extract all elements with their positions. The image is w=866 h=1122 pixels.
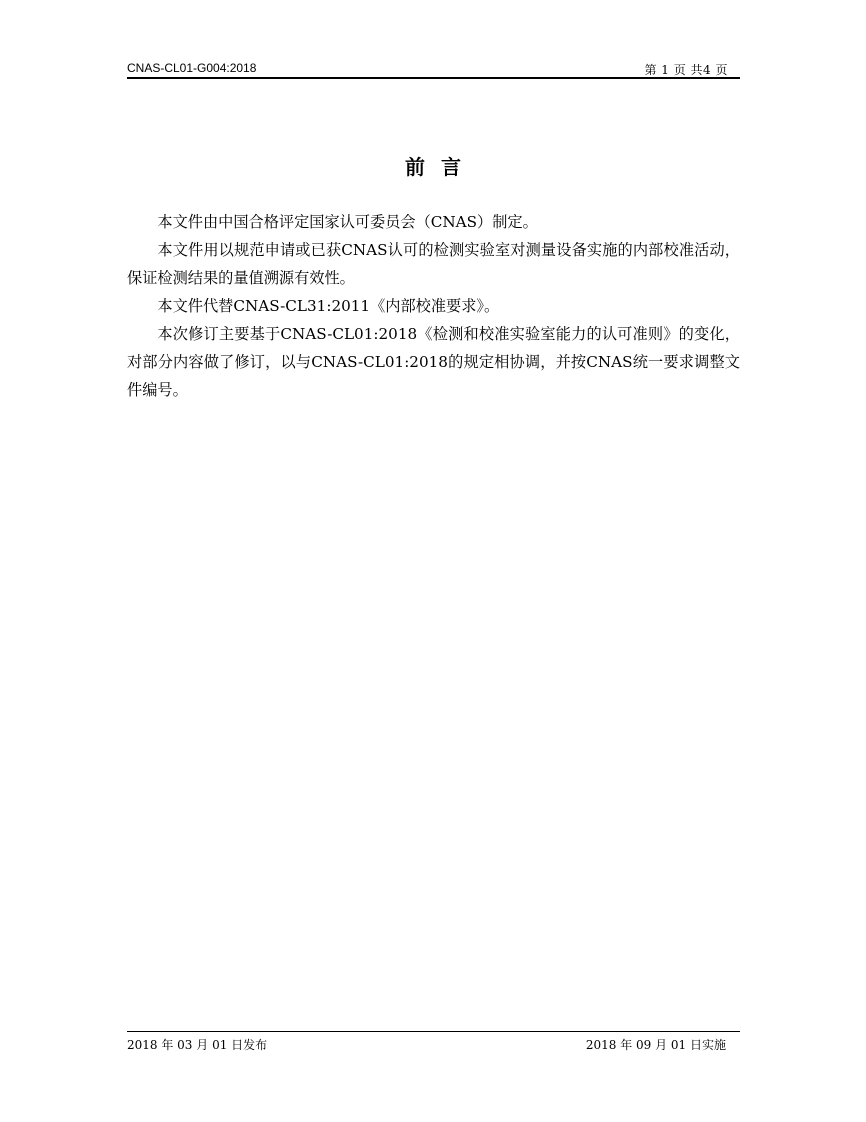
foreword-body	[127, 208, 740, 404]
page-footer	[127, 1031, 740, 1052]
paragraph: 本文件用以规范申请或已获CNAS认可的检测实验室对测量设备实施的内部校准活动，保证检测结果的量值溯源有效性。	[127, 241, 740, 287]
paragraph: 本文件代替CNAS-CL31:2011《内部校准要求》。	[157, 297, 500, 315]
effective-date: 2018 年 09 月 01 日实施	[585, 1038, 726, 1052]
paragraph: 本文件由中国合格评定国家认可委员会（CNAS）制定。	[157, 213, 538, 231]
page-title: 前言	[405, 155, 477, 179]
paragraph: 本次修订主要基于CNAS-CL01:2018《检测和校准实验室能力的认可准则》的变化，对部分内容做了修订，以与CNAS-CL01:2018的规定相协调，并按CNAS统一要求调整文件编号。	[127, 325, 740, 399]
issue-date: 2018 年 03 月 01 日发布	[127, 1038, 268, 1052]
page-header	[127, 59, 740, 79]
page-number: 第 1 页 共4 页	[644, 63, 728, 77]
document-code: CNAS-CL01-G004:2018	[127, 61, 257, 75]
